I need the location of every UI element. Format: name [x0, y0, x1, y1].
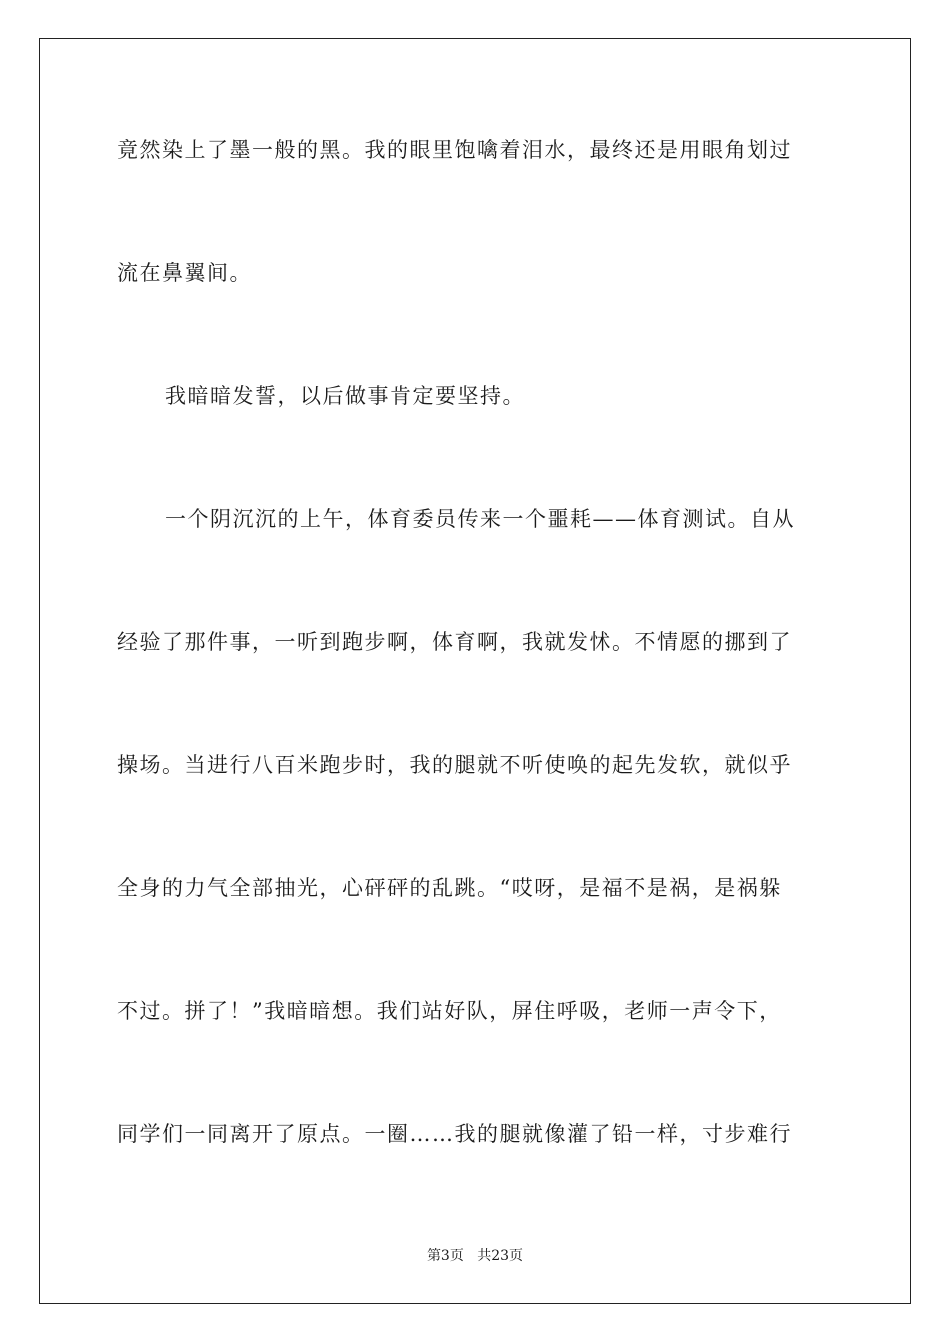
- page-total: 共23页: [477, 1248, 524, 1264]
- text-line: 全身的力气全部抽光，心砰砰的乱跳。“哎呀，是福不是祸，是祸躲: [117, 876, 782, 900]
- text-line: 经验了那件事，一听到跑步啊，体育啊，我就发怵。不情愿的挪到了: [117, 630, 792, 654]
- text-line: 流在鼻翼间。: [117, 261, 252, 285]
- text-line: 竟然染上了墨一般的黑。我的眼里饱噙着泪水，最终还是用眼角划过: [117, 138, 792, 162]
- text-line: 不过。拼了！”我暗暗想。我们站好队，屏住呼吸，老师一声令下，: [117, 999, 782, 1023]
- text-line: 我暗暗发誓，以后做事肯定要坚持。: [165, 384, 525, 408]
- page-number: 第3页: [426, 1248, 464, 1264]
- text-line: 操场。当进行八百米跑步时，我的腿就不听使唤的起先发软，就似乎: [117, 753, 792, 777]
- text-line: 同学们一同离开了原点。一圈……我的腿就像灌了铅一样，寸步难行: [117, 1122, 792, 1146]
- page-border: [39, 38, 911, 1304]
- page-footer: [0, 1246, 950, 1266]
- text-line: 一个阴沉沉的上午，体育委员传来一个噩耗——体育测试。自从: [165, 507, 795, 531]
